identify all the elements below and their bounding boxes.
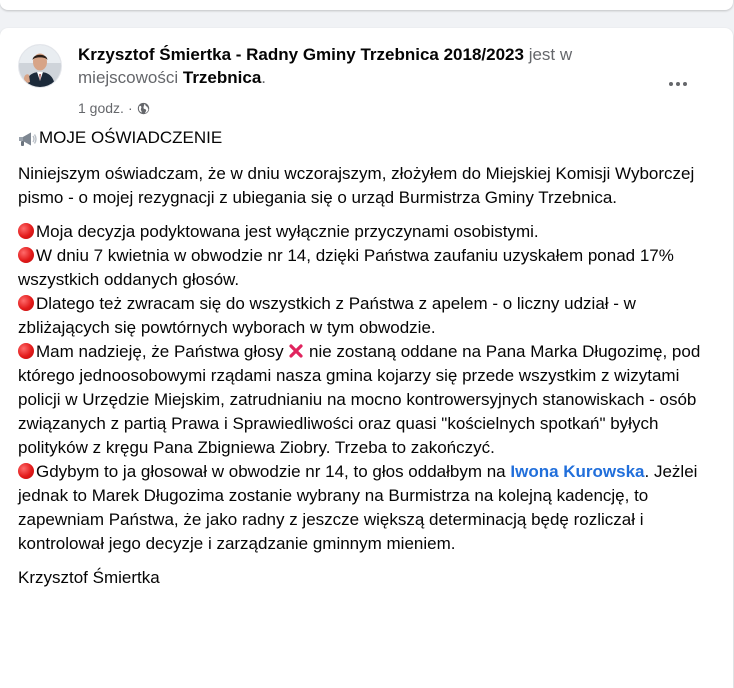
red-circle-icon [18,247,34,263]
cross-mark-icon [288,342,304,358]
bullet-text-5a: Gdybym to ja głosował w obwodzie nr 14, to głos oddałbym na [36,462,511,481]
bullet-item-4 [18,340,708,460]
post-body [18,126,708,590]
post-title: MOJE OŚWIADCZENIE [39,128,223,147]
author-avatar[interactable] [18,44,62,88]
author-name[interactable]: Krzysztof Śmiertka - Radny Gminy Trzebnica 2018/2023 [78,45,524,64]
location-name[interactable]: Trzebnica [182,68,262,87]
red-circle-icon [18,463,34,479]
bullet-item-1 [18,220,708,244]
facebook-post [0,28,733,688]
bullet-text-4b: nie zostaną oddane na Pana Marka Długozimę, pod którego jednoosobowymi rządami nasza gmina kojarzy się przede wszystkim z wizytami policji w Urzędzie Miejskim, zatrudnianiu na mocno kontrowersyjnych stanowiskach - osób związanych z partią Prawa i Sprawiedliwości oraz quasi "kościelnych spotkań" byłych polityków z kręgu Pana Zbigniewa Ziobry. Trzeba to zakończyć. [18,342,701,457]
post-meta [78,99,150,117]
post-timestamp[interactable]: 1 godz. [78,100,124,116]
bullet-item-2 [18,244,708,292]
bullet-item-5 [18,460,708,556]
red-circle-icon [18,295,34,311]
mention-link[interactable]: Iwona Kurowska [510,462,645,481]
post-intro: Niniejszym oświadczam, że w dniu wczorajszym, złożyłem do Miejskiej Komisji Wyborczej pismo - o mojej rezygnacji z ubiegania się o urząd Burmistrza Gminy Trzebnica. [18,164,695,207]
bullet-text-2: W dniu 7 kwietnia w obwodzie nr 14, dzięki Państwa zaufaniu uzyskałem ponad 17% wszystkich oddanych głosów. [18,246,674,289]
bullet-item-3 [18,292,708,340]
red-circle-icon [18,343,34,359]
post-title-line [18,126,708,150]
bullet-text-3: Dlatego też zwracam się do wszystkich z Państwa z apelem - o liczny udział - w zbliżających się powtórnych wyborach w tym obwodzie. [18,294,636,337]
more-options-button[interactable] [660,66,696,102]
bullet-text-1: Moja decyzja podyktowana jest wyłącznie przyczynami osobistymi. [36,222,539,241]
location-prefix: jest w miejscowości [78,45,573,87]
post-header [18,42,708,114]
bullet-text-5b: . Jeżlei jednak to Marek Długozima zostanie wybrany na Burmistrza na kolejną kadencję, to zapewniam Państwa, że jako radny z jeszcze większą determinacją będę rozliczał i kontrolował jego decyzje i zarządzanie gminnym mieniem. [18,462,698,553]
post-header-text [78,43,638,89]
red-circle-icon [18,223,34,239]
globe-icon[interactable] [137,102,150,115]
bullet-text-4a: Mam nadzieję, że Państwa głosy [36,342,284,361]
meta-separator: · [127,100,133,116]
more-options-icon [669,82,687,86]
previous-post-card [0,0,733,10]
post-signature: Krzysztof Śmiertka [18,568,160,587]
megaphone-icon [18,130,38,146]
location-suffix: . [261,68,267,87]
